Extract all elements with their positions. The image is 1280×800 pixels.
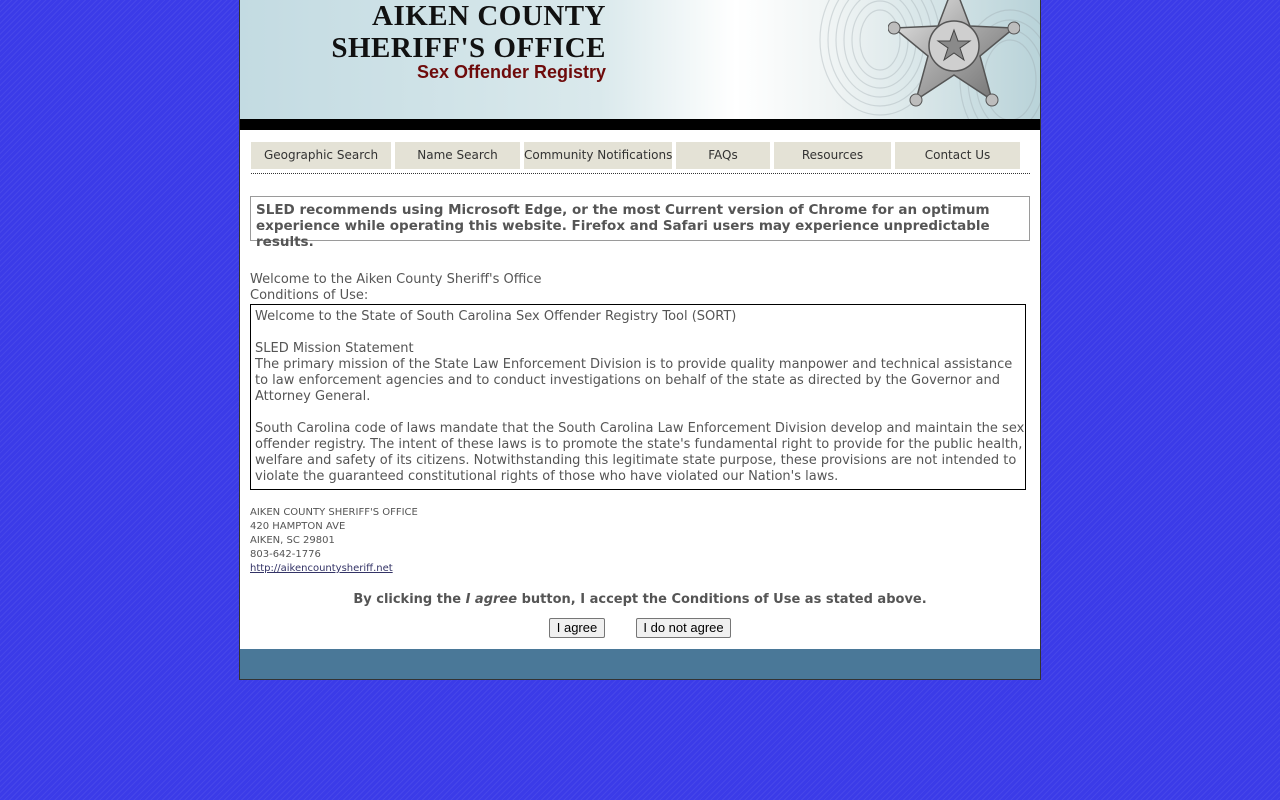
- footer-bar: [240, 649, 1040, 679]
- main-nav: [251, 142, 1030, 170]
- header-divider-bar: [240, 119, 1040, 130]
- accept-prefix: By clicking the: [353, 592, 466, 607]
- nav-name-search[interactable]: Name Search: [395, 142, 520, 169]
- conditions-of-use-box[interactable]: [250, 304, 1026, 490]
- sheriff-star-badge-icon: [888, 0, 1020, 119]
- office-phone: 803-642-1776: [250, 549, 321, 560]
- mission-heading: SLED Mission Statement: [255, 341, 414, 356]
- title-line-1: AIKEN COUNTY: [372, 0, 606, 32]
- office-street: 420 HAMPTON AVE: [250, 521, 346, 532]
- conditions-label: Conditions of Use:: [250, 288, 369, 303]
- title-line-2: SHERIFF'S OFFICE: [331, 32, 606, 64]
- welcome-text: Welcome to the Aiken County Sheriff's Office: [250, 272, 542, 287]
- office-address: [250, 506, 418, 576]
- nav-divider: [251, 173, 1030, 174]
- office-name: AIKEN COUNTY SHERIFF'S OFFICE: [250, 507, 418, 518]
- accept-emphasis: I agree: [465, 592, 518, 607]
- i-do-not-agree-button[interactable]: I do not agree: [636, 618, 731, 638]
- office-city: AIKEN, SC 29801: [250, 535, 335, 546]
- nav-community-notifications[interactable]: Community Notifications: [524, 142, 672, 169]
- browser-notice: SLED recommends using Microsoft Edge, or the most Current version of Chrome for an optimum experience while operating this website. Firefox and Safari users may experience unpredictable results.: [250, 196, 1030, 241]
- header-subtitle: Sex Offender Registry: [416, 62, 606, 82]
- office-website-link[interactable]: http://aikencountysheriff.net: [250, 563, 393, 574]
- accept-suffix: button, I accept the Conditions of Use as stated above.: [517, 592, 927, 607]
- header-banner: [240, 0, 1040, 119]
- nav-resources[interactable]: Resources: [774, 142, 891, 169]
- nav-faqs[interactable]: FAQs: [676, 142, 770, 169]
- mission-body: The primary mission of the State Law Enforcement Division is to provide quality manpower and technical assistance to law enforcement agencies and to conduct investigations on behalf of the state as directed by the Governor and Attorney General.: [255, 357, 1013, 404]
- terms-intro: Welcome to the State of South Carolina Sex Offender Registry Tool (SORT): [255, 309, 737, 324]
- accept-statement: [240, 592, 1040, 608]
- page-container: [239, 0, 1041, 680]
- nav-contact-us[interactable]: Contact Us: [895, 142, 1020, 169]
- nav-geographic-search[interactable]: Geographic Search: [251, 142, 391, 169]
- law-body: South Carolina code of laws mandate that the South Carolina Law Enforcement Division develop and maintain the sex offender registry. The intent of these laws is to promote the state's fundamental right to provide for the public health, welfare and safety of its citizens. Notwithstanding this legitimate state purpose, these provisions are not intended to violate the guaranteed constitutional rights of those who have violated our Nation's laws.: [255, 421, 1025, 484]
- i-agree-button[interactable]: I agree: [549, 618, 605, 638]
